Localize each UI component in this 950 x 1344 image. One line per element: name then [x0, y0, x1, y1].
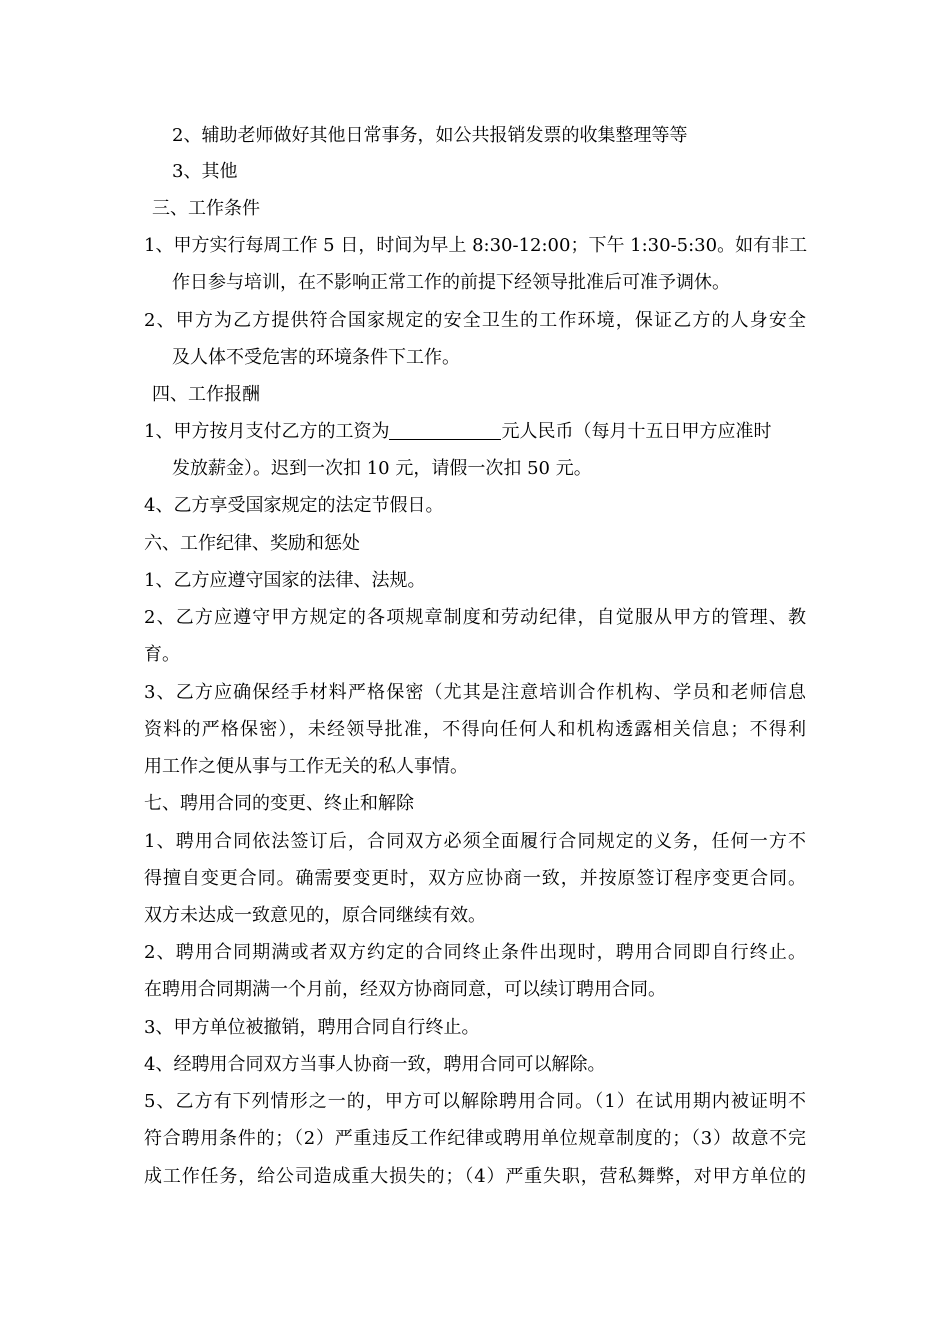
text-line: 及人体不受危害的环境条件下工作。	[172, 347, 460, 368]
text-line: 2、乙方应遵守甲方规定的各项规章制度和劳动纪律，自觉服从甲方的管理、教	[144, 607, 806, 628]
text-line: 得擅自变更合同。确需要变更时，双方应协商一致，并按原签订程序变更合同。	[144, 868, 806, 889]
text-line: 符合聘用条件的；（2）严重违反工作纪律或聘用单位规章制度的；（3）故意不完	[144, 1128, 806, 1149]
text-line: 1、聘用合同依法签订后，合同双方必须全面履行合同规定的义务，任何一方不	[144, 831, 806, 852]
salary-text-after: 元人民币（每月十五日甲方应准时	[501, 421, 772, 442]
text-line: 2、甲方为乙方提供符合国家规定的安全卫生的工作环境，保证乙方的人身安全	[144, 310, 806, 331]
text-line: 资料的严格保密），未经领导批准，不得向任何人和机构透露相关信息；不得利	[144, 719, 806, 740]
text-line: 3、其他	[172, 161, 238, 182]
section-heading: 六、工作纪律、奖励和惩处	[144, 533, 360, 554]
text-line: 在聘用合同期满一个月前，经双方协商同意，可以续订聘用合同。	[144, 979, 666, 1000]
text-line: 4、乙方享受国家规定的法定节假日。	[144, 495, 444, 516]
text-line: 双方未达成一致意见的，原合同继续有效。	[144, 905, 486, 926]
salary-text-before: 1、甲方按月支付乙方的工资为	[144, 421, 390, 442]
text-line: 2、辅助老师做好其他日常事务，如公共报销发票的收集整理等等	[172, 125, 688, 146]
text-line: 1、甲方实行每周工作 5 日，时间为早上 8:30-12:00；下午 1:30-5:30。如有非工	[144, 235, 808, 256]
salary-line	[144, 420, 806, 444]
salary-blank-field	[389, 421, 501, 440]
text-line: 2、聘用合同期满或者双方约定的合同终止条件出现时，聘用合同即自行终止。	[144, 942, 806, 963]
text-line: 4、经聘用合同双方当事人协商一致，聘用合同可以解除。	[144, 1054, 606, 1075]
text-line: 3、甲方单位被撤销，聘用合同自行终止。	[144, 1017, 480, 1038]
section-heading: 四、工作报酬	[152, 384, 260, 405]
text-line: 1、乙方应遵守国家的法律、法规。	[144, 570, 426, 591]
text-line: 成工作任务，给公司造成重大损失的；（4）严重失职，营私舞弊，对甲方单位的	[144, 1166, 806, 1187]
section-heading: 三、工作条件	[152, 198, 260, 219]
text-line: 作日参与培训，在不影响正常工作的前提下经领导批准后可准予调休。	[172, 272, 730, 293]
text-line: 发放薪金）。迟到一次扣 10 元，请假一次扣 50 元。	[172, 458, 592, 479]
text-line: 3、乙方应确保经手材料严格保密（尤其是注意培训合作机构、学员和老师信息	[144, 682, 806, 703]
text-line: 育。	[144, 644, 180, 665]
text-line: 5、乙方有下列情形之一的，甲方可以解除聘用合同。（1）在试用期内被证明不	[144, 1091, 806, 1112]
section-heading: 七、聘用合同的变更、终止和解除	[144, 793, 414, 814]
text-line: 用工作之便从事与工作无关的私人事情。	[144, 756, 468, 777]
